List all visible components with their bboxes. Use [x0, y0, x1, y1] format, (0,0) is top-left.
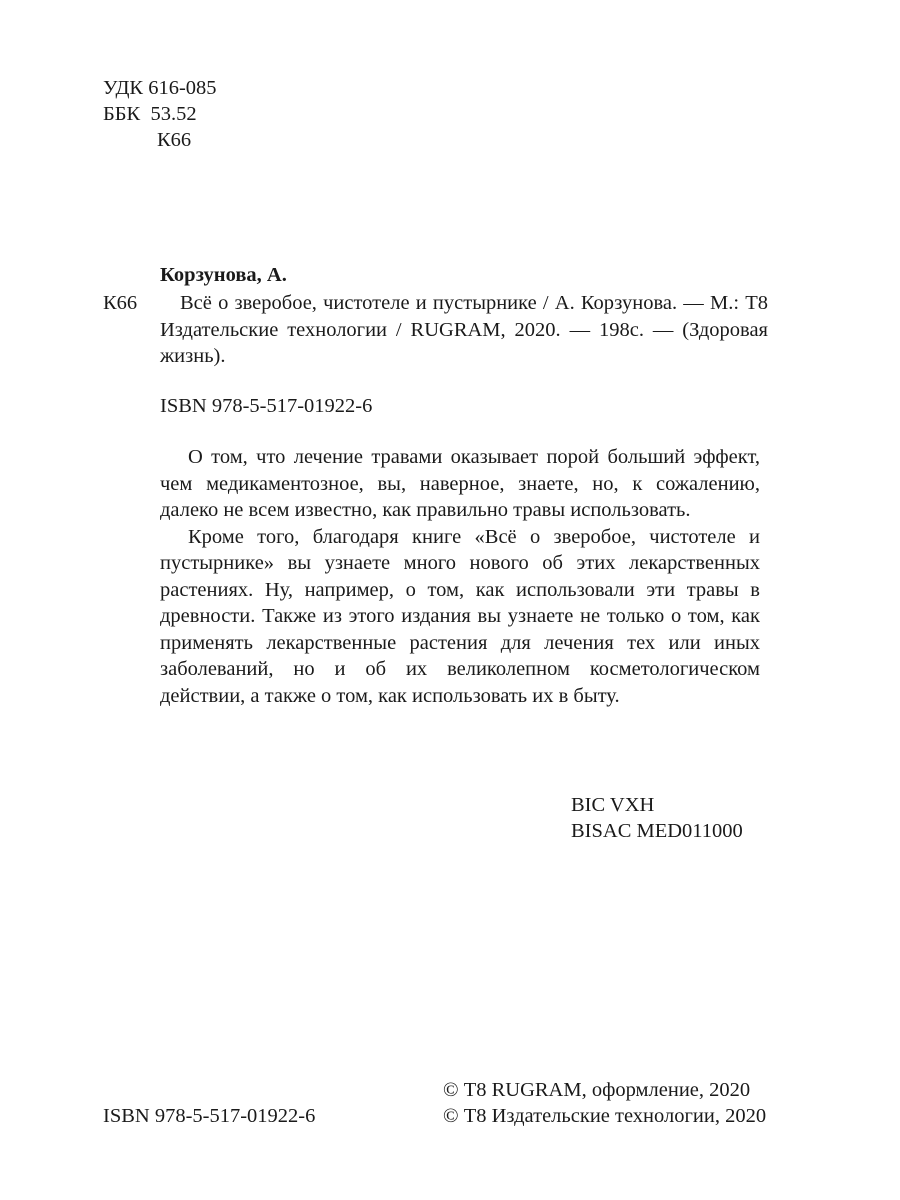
- author-name: Корзунова, А.: [160, 264, 287, 286]
- annotation-paragraph: Кроме того, благодаря книге «Всё о зверобое, чистотеле и пустырнике» вы узнаете много нового об этих лекарственных растениях. Ну, например, о том, как использовали эти травы в древности. Также из этого издания вы узнаете не только о том, как применять лекарственные растения для лечения тех или иных заболеваний, но и об их великолепном косметологическом действии, а также о том, как использовать их в быту.: [160, 525, 760, 707]
- bbk-code: ББК 53.52: [103, 103, 197, 125]
- footer-isbn: ISBN 978-5-517-01922-6: [103, 1105, 316, 1127]
- bic-code: BIC VXH: [571, 794, 655, 816]
- biblio-sign: К66: [103, 292, 138, 314]
- udk-code: УДК 616-085: [103, 77, 217, 99]
- copyright-publisher: © Т8 Издательские технологии, 2020: [443, 1105, 767, 1127]
- bisac-code: BISAC MED011000: [571, 820, 743, 842]
- isbn-line: ISBN 978-5-517-01922-6: [160, 395, 373, 417]
- annotation-paragraph: О том, что лечение травами оказывает порой больший эффект, чем медикаментозное, вы, наверное, знаете, но, к сожалению, далеко не всем известно, как правильно травы использовать.: [160, 446, 760, 521]
- author-sign: К66: [157, 129, 192, 151]
- copyright-design: © Т8 RUGRAM, оформление, 2020: [443, 1079, 751, 1101]
- annotation: [160, 444, 760, 709]
- bibliographic-description: Всё о зверобое, чистотеле и пустырнике / А. Корзунова. — М.: Т8 Издательские технологии / RUGRAM, 2020. — 198с. — (Здоровая жизнь).: [160, 292, 768, 367]
